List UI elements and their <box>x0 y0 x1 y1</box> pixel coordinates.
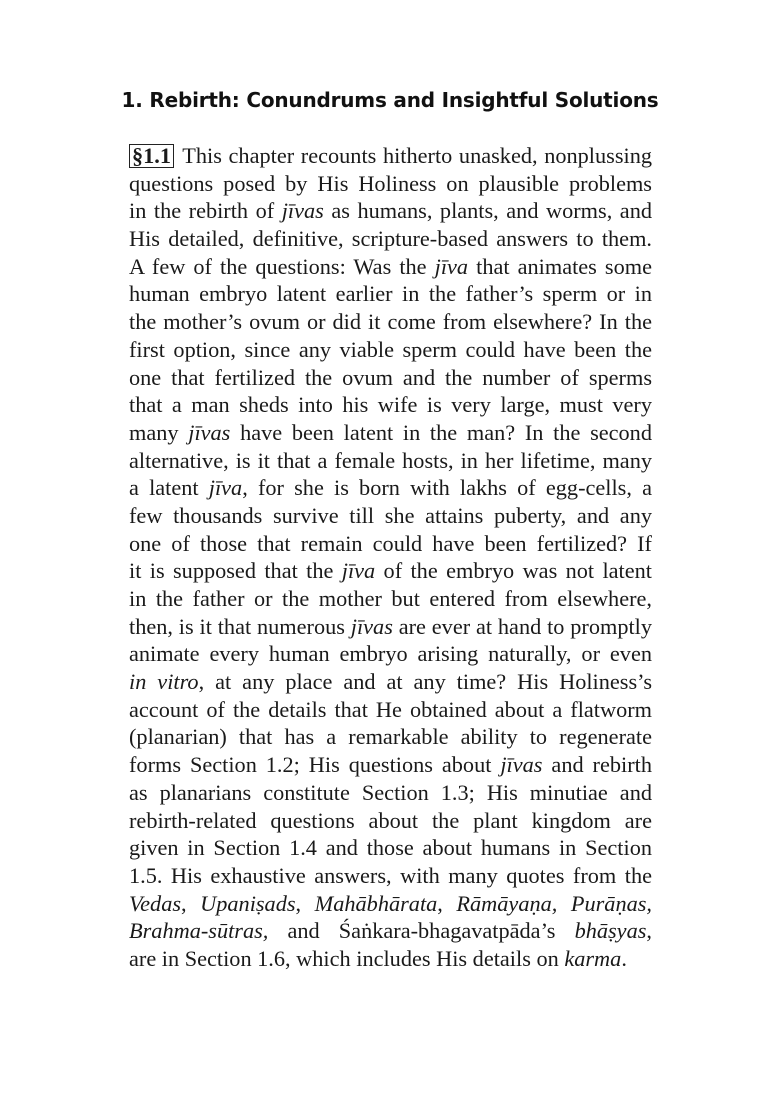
text-line <box>129 807 652 835</box>
text-run: one of those that remain could have been fertilized? If <box>129 530 652 556</box>
text-run: a latent <box>129 475 209 501</box>
text-run: first option, since any viable sperm could have been the <box>129 336 652 362</box>
italic-term: bhāṣyas <box>574 918 647 944</box>
text-line <box>129 447 652 475</box>
text-line <box>129 364 652 392</box>
section-label: §1.1 <box>129 144 174 168</box>
italic-term: jīva <box>341 558 376 584</box>
italic-term: jīvas <box>188 419 231 445</box>
text-line <box>129 253 652 281</box>
italic-term: jīvas <box>281 198 324 224</box>
italic-term: Vedas <box>129 890 182 916</box>
text-line <box>129 308 652 336</box>
text-run: animate every human embryo arising naturally, or even <box>129 641 652 667</box>
text-run: are ever at hand to promptly <box>392 613 652 639</box>
text-line <box>129 945 652 973</box>
text-line <box>129 779 652 807</box>
text-run: and Śaṅkara-bhagavatpāda’s <box>268 918 575 944</box>
text-run: are in Section 1.6, which includes His details on <box>129 945 565 971</box>
text-run: the mother’s ovum or did it come from elsewhere? In the <box>129 309 652 335</box>
text-run: , <box>437 890 457 916</box>
text-run: , <box>646 918 652 944</box>
text-line <box>129 613 652 641</box>
text-line <box>129 170 652 198</box>
text-run: it is supposed that the <box>129 558 342 584</box>
italic-term: karma <box>564 945 622 971</box>
text-line <box>129 280 652 308</box>
chapter-title: 1. Rebirth: Conundrums and Insightful Solutions <box>121 88 659 112</box>
text-run: . <box>621 945 627 971</box>
text-run: and rebirth <box>542 752 652 778</box>
text-run: rebirth-related questions about the plant kingdom are <box>129 807 652 833</box>
text-run: His detailed, definitive, scripture-based answers to them. <box>129 226 652 252</box>
text-line <box>129 696 652 724</box>
text-run: that a man sheds into his wife is very large, must very <box>129 392 652 418</box>
text-run: in the rebirth of <box>129 198 282 224</box>
text-run: have been latent in the man? In the second <box>230 419 652 445</box>
text-line <box>129 530 652 558</box>
text-line <box>129 640 652 668</box>
italic-term: Mahābhārata <box>314 890 438 916</box>
text-line <box>129 668 652 696</box>
italic-term: jīvas <box>350 613 393 639</box>
text-line <box>129 557 652 585</box>
text-run: as planarians constitute Section 1.3; His minutiae and <box>129 779 652 805</box>
text-line <box>129 225 652 253</box>
text-run: many <box>129 419 189 445</box>
text-line <box>129 862 652 890</box>
text-run: given in Section 1.4 and those about humans in Section <box>129 835 652 861</box>
text-run: human embryo latent earlier in the father’s sperm or in <box>129 281 652 307</box>
italic-term: in vitro <box>129 669 199 695</box>
text-run: forms Section 1.2; His questions about <box>129 752 501 778</box>
text-line <box>129 336 652 364</box>
italic-term: Brahma-sūtras, <box>129 918 269 944</box>
text-line <box>129 474 652 502</box>
italic-term: jīva <box>208 475 243 501</box>
text-run: few thousands survive till she attains puberty, and any <box>129 502 652 528</box>
paragraph-1-1 <box>129 142 652 973</box>
text-run: alternative, is it that a female hosts, in her lifetime, many <box>129 447 652 473</box>
text-run: , <box>295 890 315 916</box>
text-line <box>129 502 652 530</box>
text-run: one that fertilized the ovum and the number of sperms <box>129 364 652 390</box>
text-line <box>129 419 652 447</box>
text-run: , at any place and at any time? His Holiness’s <box>198 669 653 695</box>
italic-term: jīvas <box>500 752 543 778</box>
text-run: account of the details that He obtained about a flatworm <box>129 696 652 722</box>
italic-term: Rāmāyaṇa, Purāṇas, <box>456 890 653 916</box>
italic-term: Upaniṣads <box>200 890 296 916</box>
text-run: questions posed by His Holiness on plausible problems <box>129 170 652 196</box>
text-line <box>129 585 652 613</box>
text-line <box>129 197 652 225</box>
text-run: that animates some <box>468 253 652 279</box>
text-run: as humans, plants, and worms, and <box>323 198 652 224</box>
text-run: This chapter recounts hitherto unasked, nonplussing <box>176 143 652 168</box>
text-line <box>129 751 652 779</box>
text-line <box>129 917 652 945</box>
text-line <box>129 391 652 419</box>
text-run: then, is it that numerous <box>129 613 351 639</box>
text-line <box>129 142 652 170</box>
text-run: A few of the questions: Was the <box>129 253 435 279</box>
text-line <box>129 723 652 751</box>
text-run: , for she is born with lakhs of egg-cells, a <box>242 475 652 501</box>
text-run: in the father or the mother but entered from elsewhere, <box>129 586 652 611</box>
text-line <box>129 890 652 918</box>
text-run: of the embryo was not latent <box>375 558 652 584</box>
text-line <box>129 834 652 862</box>
italic-term: jīva <box>434 253 469 279</box>
text-run: , <box>181 890 201 916</box>
text-run: (planarian) that has a remarkable ability to regenerate <box>129 724 652 750</box>
text-run: 1.5. His exhaustive answers, with many quotes from the <box>129 862 652 888</box>
